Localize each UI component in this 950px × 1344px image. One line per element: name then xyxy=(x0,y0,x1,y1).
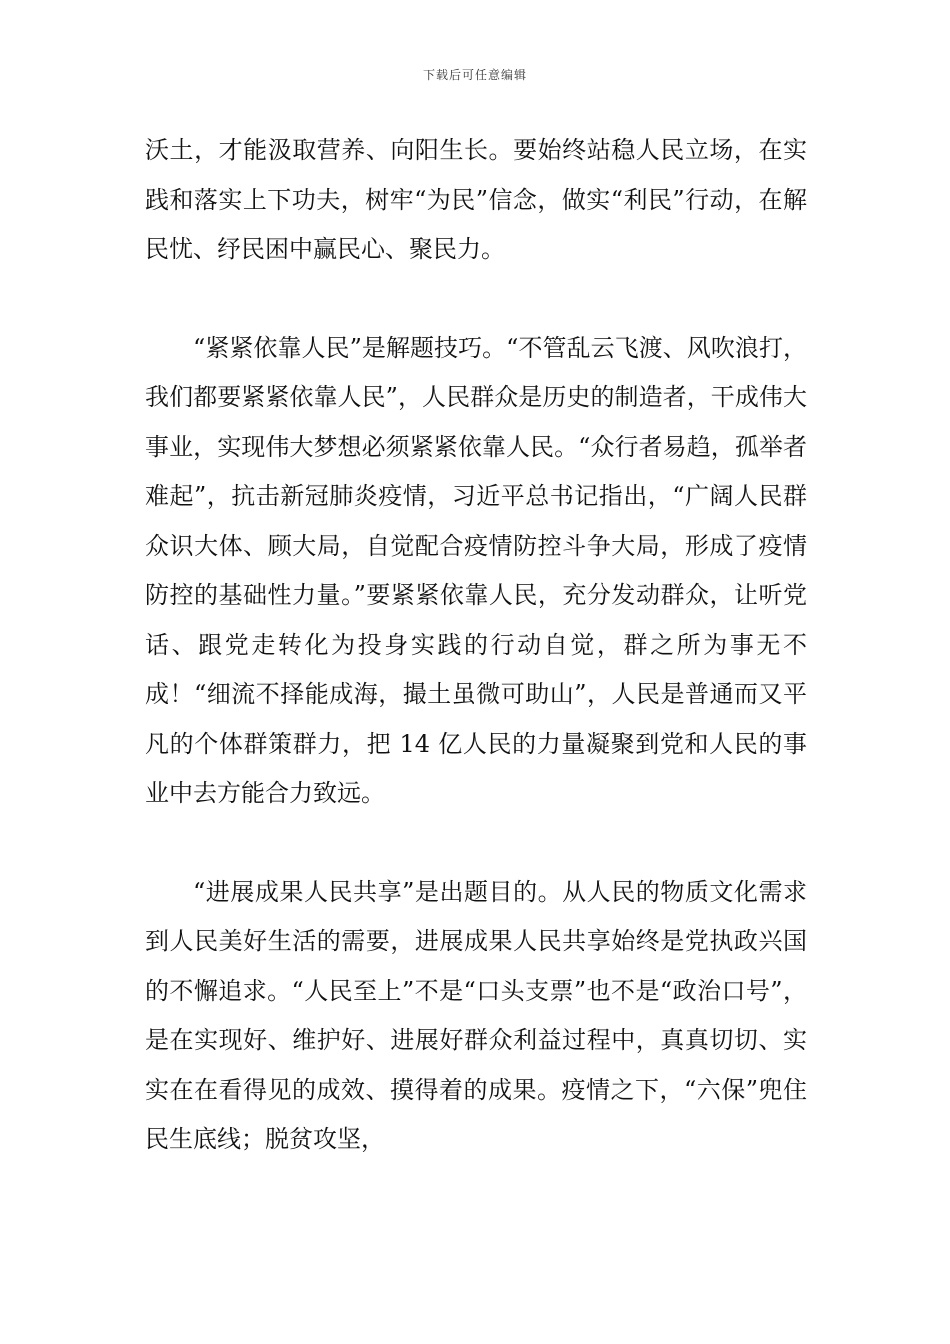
document-body xyxy=(145,126,807,1165)
page-header-note: 下载后可任意编辑 xyxy=(422,68,527,82)
paragraph-continuation: 沃土，才能汲取营养、向阳生长。要始终站稳人民立场，在实践和落实上下功夫，树牢“为民”信念，做实“利民”行动，在解民忧、纾民困中赢民心、聚民力。 xyxy=(145,136,807,263)
paragraph-rely-on-people: “紧紧依靠人民”是解题技巧。“不管乱云飞渡、风吹浪打，我们都要紧紧依靠人民”，人民群众是历史的制造者，干成伟大事业，实现伟大梦想必须紧紧依靠人民。“众行者易趋，孤举者难起”，抗击新冠肺炎疫情，习近平总书记指出，“广阔人民群众识大体、顾大局，自觉配合疫情防控斗争大局，形成了疫情防控的基础性力量。”要紧紧依靠人民，充分发动群众，让听党话、跟党走转化为投身实践的行动自觉，群之所为事无不成！“细流不择能成海，撮土虽微可助山”，人民是普通而又平凡的个体群策群力，把 14 亿人民的力量凝聚到党和人民的事业中去方能合力致远。 xyxy=(145,333,807,807)
paragraph-shared-achievements: “进展成果人民共享”是出题目的。从人民的物质文化需求到人民美好生活的需要，进展成果人民共享始终是党执政兴国的不懈追求。“人民至上”不是“口头支票”也不是“政治口号”，是在实现好、维护好、进展好群众利益过程中，真真切切、实实在在看得见的成效、摸得着的成果。疫情之下，“六保”兜住民生底线；脱贫攻坚， xyxy=(145,877,807,1153)
